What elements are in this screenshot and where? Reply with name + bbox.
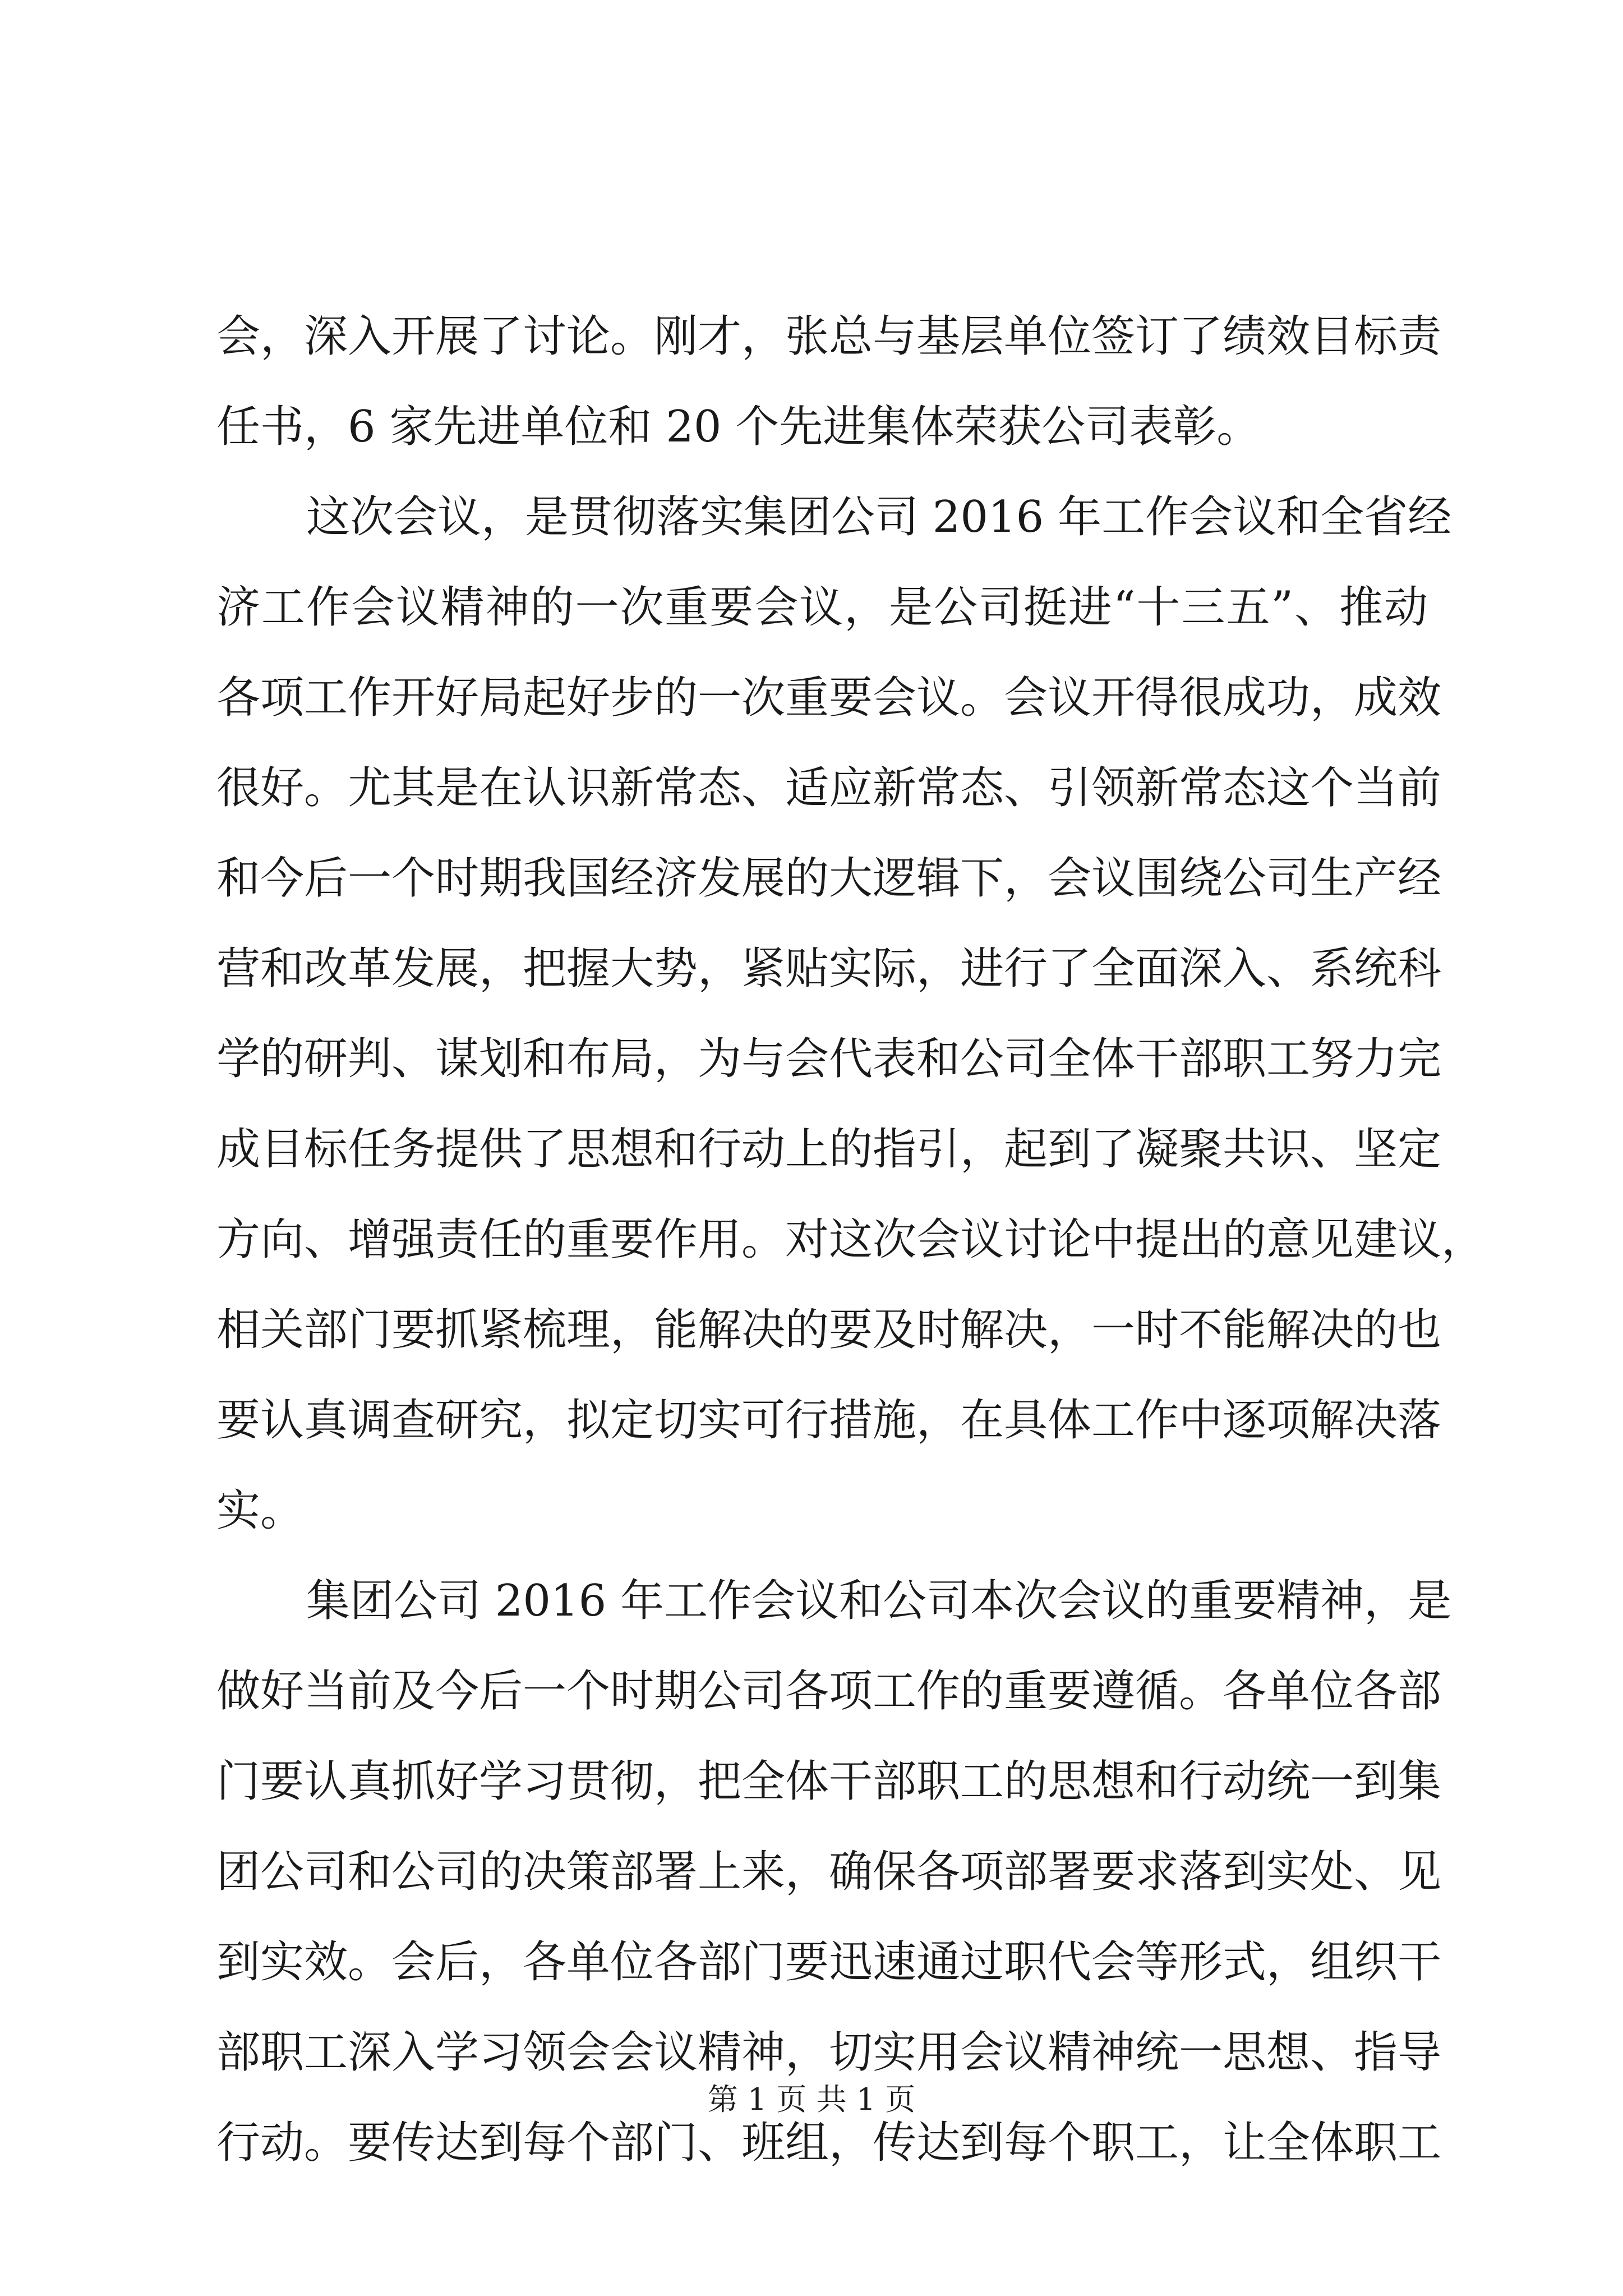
paragraph-1	[216, 292, 1442, 472]
text-line: 行动。要传达到每个部门、班组，传达到每个职工，让全体职工	[216, 2118, 1442, 2168]
text-line: 做好当前及今后一个时期公司各项工作的重要遵循。各单位各部	[216, 1666, 1442, 1717]
text-line: 部职工深入学习领会会议精神，切实用会议精神统一思想、指导	[216, 2027, 1442, 2078]
paragraph-2	[216, 472, 1486, 1556]
text-line: 营和改革发展，把握大势，紧贴实际，进行了全面深入、系统科	[216, 944, 1442, 994]
text-line: 任书，6 家先进单位和 20 个先进集体荣获公司表彰。	[216, 402, 1261, 452]
text-line: 集团公司 2016 年工作会议和公司本次会议的重要精神，是	[306, 1576, 1452, 1626]
text-line: 学的研判、谋划和布局，为与会代表和公司全体干部职工努力完	[216, 1034, 1442, 1084]
text-line: 会，深入开展了讨论。刚才，张总与基层单位签订了绩效目标责	[216, 311, 1442, 362]
text-line: 方向、增强责任的重要作用。对这次会议讨论中提出的意见建议，	[216, 1214, 1486, 1265]
document-body	[216, 292, 1486, 2188]
text-line: 要认真调查研究，拟定切实可行措施，在具体工作中逐项解决落	[216, 1395, 1442, 1446]
text-line: 成目标任务提供了思想和行动上的指引，起到了凝聚共识、坚定	[216, 1124, 1442, 1175]
text-line: 各项工作开好局起好步的一次重要会议。会议开得很成功，成效	[216, 673, 1442, 723]
text-line: 实。	[216, 1485, 305, 1536]
text-line: 济工作会议精神的一次重要会议，是公司挺进“十三五”、推动	[216, 582, 1428, 633]
page-number-footer: 第 1 页 共 1 页	[707, 2082, 916, 2117]
text-line: 相关部门要抓紧梳理，能解决的要及时解决，一时不能解决的也	[216, 1305, 1442, 1355]
text-line: 很好。尤其是在认识新常态、适应新常态、引领新常态这个当前	[216, 763, 1442, 813]
text-line: 和今后一个时期我国经济发展的大逻辑下，会议围绕公司生产经	[216, 853, 1442, 904]
text-line: 门要认真抓好学习贯彻，把全体干部职工的思想和行动统一到集	[216, 1756, 1442, 1807]
text-line: 团公司和公司的决策部署上来，确保各项部署要求落到实处、见	[216, 1847, 1442, 1897]
text-line: 这次会议，是贯彻落实集团公司 2016 年工作会议和全省经	[306, 492, 1452, 542]
text-line: 到实效。会后，各单位各部门要迅速通过职代会等形式，组织干	[216, 1937, 1442, 1987]
